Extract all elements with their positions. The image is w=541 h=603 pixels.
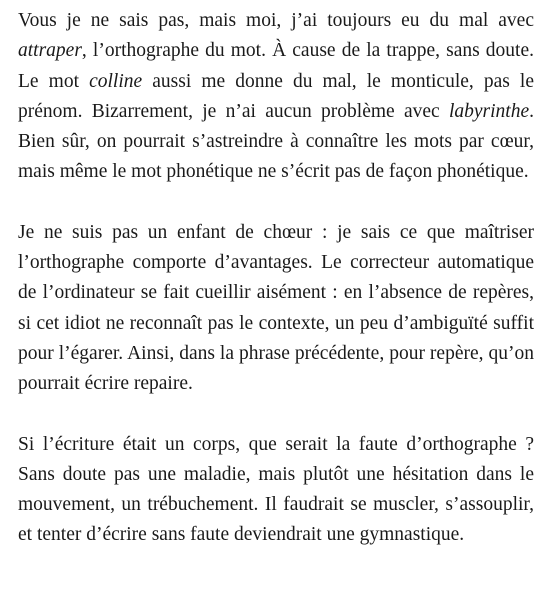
paragraph-3 (18, 430, 534, 551)
text-run: Je ne suis pas un enfant de chœur : je sais ce que maîtriser l’orthographe comporte d’avantages. Le correcteur automatique de l’ordinateur se fait cueillir aisément : en l’absence de repères, si cet idiot ne reconnaît pas le contexte, un peu d’ambiguïté suffit pour l’égarer. Ainsi, dans la phrase précédente, pour repère, qu’on pourrait écrire repaire. (18, 221, 534, 395)
italic-word-labyrinthe: labyrinthe (448, 100, 530, 122)
paragraph-1 (18, 6, 534, 188)
italic-word-attraper: attraper (18, 40, 82, 62)
text-run: aussi me donne du mal, le monticule, pas le prénom. Bizarrement, je n’ai aucun problème avec (18, 70, 534, 122)
paragraph-2 (18, 218, 534, 400)
italic-word-colline: colline (89, 70, 143, 92)
text-run: , l’orthographe du mot. À cause de la trappe, sans doute. Le mot (18, 40, 534, 92)
text-run: Vous je ne sais pas, mais moi, j’ai toujours eu du mal avec (18, 10, 534, 31)
text-run: . Bien sûr, on pourrait s’astreindre à connaître les mots par cœur, mais même le mot phonétique ne s’écrit pas de façon phonétique. (18, 100, 534, 183)
text-run: Si l’écriture était un corps, que serait la faute d’orthographe ? Sans doute pas une maladie, mais plutôt une hésitation dans le mouvement, un trébuchement. Il faudrait se muscler, s’assouplir, et tenter d’écrire sans faute deviendrait une gymnastique. (18, 433, 534, 546)
document-page (18, 6, 534, 551)
